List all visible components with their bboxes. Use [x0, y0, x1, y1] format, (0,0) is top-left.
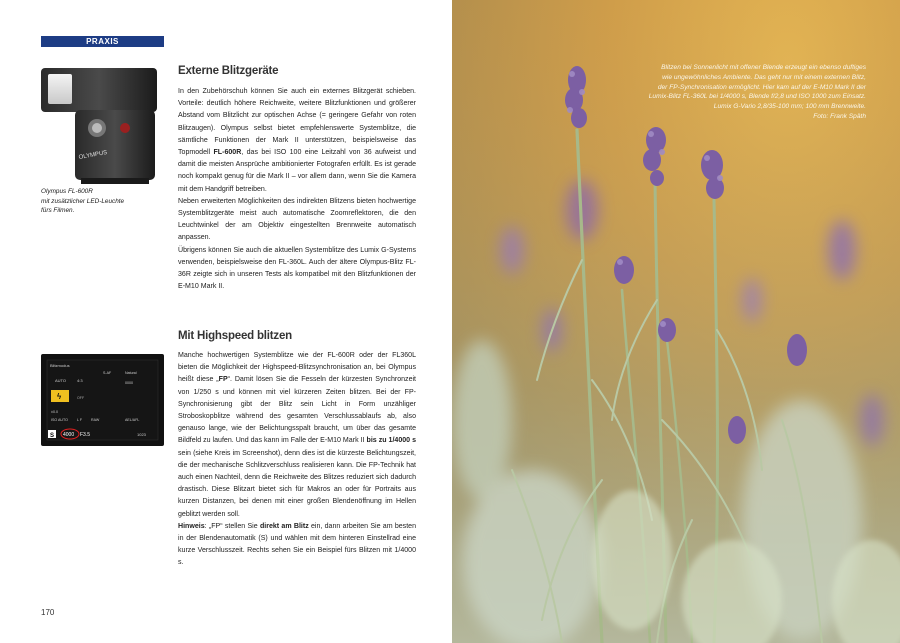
lavender-photo — [452, 0, 900, 643]
screen-title: Blitzmodus — [50, 363, 70, 368]
bold-text: Hinweis — [178, 522, 205, 530]
screen-ratio-label: 4:3 — [77, 378, 83, 383]
bold-text: bis zu 1/4000 s — [366, 437, 416, 445]
photo-caption-line: wie ungewöhnliches Ambiente. Das geht nur mit einem externen Blitz, — [662, 73, 866, 81]
screen-shutter: 4000 — [63, 432, 75, 438]
screen-raw-label: RAW — [91, 418, 100, 422]
screen-wb-label: Natural — [125, 371, 137, 375]
screen-iso-label: ISO AUTO — [51, 418, 68, 422]
text: “. Damit lösen Sie die Fesseln der kürzesten Synchronzeit von 1/250 s und können mit viel kürzeren Zeiten blitzen. Bei der FP-Synchronisierung gibt der Blitz sein Licht in Form unzähliger Stroboskopblitze während des gesamten Verschlussablaufs ab, also genauso lange, wie der Belichtungsspalt braucht, um über das gesamte Bildfeld zu laufen. Und das kann im Falle der E-M10 Mark II — [178, 376, 417, 445]
paragraph: Neben erweiterten Möglichkeiten des indirekten Blitzens bieten hochwertige Systemblitzgeräte meist auch automatische Zoomreflektoren, die den Leuchtwinkel der am Objektiv eingestellten Brennweite automatisch anpassen. — [178, 197, 416, 242]
heading-highspeed: Mit Highspeed blitzen — [178, 330, 292, 342]
flash-caption — [41, 187, 124, 216]
text: , das bei ISO 100 eine Leitzahl von 36 aufweist und damit die meisten Ansprüche ambitionierter Fotografen erfüllt. Es ist gerade noch kompakt genug für die Mark II – vor allem dann, wenn Sie die Kamera mit dem Handgriff betreiben. — [178, 149, 417, 193]
text: sein (siehe Kreis im Screenshot), denn dies ist die kürzeste Belichtungszeit, die der mechanische Schlitzverschluss realisieren kann. Die FP-Technik hat auch einen Nachteil, denn die Reichweite des Blitzes reduziert sich dadurch drastisch. Diese Blitzart bietet sich für Makros an oder für Portraits aus kurzen Distanzen, bei denen mit einer großen Blendenöffnung im Hellen geblitzt werden soll. — [178, 449, 416, 518]
lightning-icon: ϟ — [57, 392, 62, 401]
paragraph — [178, 86, 416, 196]
paragraph — [178, 350, 416, 521]
screen-num-label: 0000 — [125, 381, 133, 385]
flash-unit-image — [41, 66, 163, 186]
text: ein, dann arbeiten Sie am besten in der Blendenautomatik (S) und wählen mit dem hinteren Einstellrad eine kurze Verschlusszeit. Rechts sehen Sie ein Beispiel fürs Blitzen mit 1/4000 s. — [178, 522, 416, 567]
text: Manche hochwertigen Systemblitze wie der FL-600R oder der FL360L bieten die Möglichkeit der Highspeed-Blitzsynchronisation an, bei Olympus heißt diese „ — [178, 352, 416, 384]
bold-text: FL-600R — [213, 149, 242, 157]
screen-size-label: L F — [77, 418, 83, 422]
camera-screen-image — [41, 354, 164, 446]
screen-af-label: AEL/AFL — [125, 418, 140, 422]
flash-brand-label: OLYMPUS — [78, 150, 108, 161]
flash-caption-line: Olympus FL-600R — [41, 188, 93, 195]
screen-ev-label: ±0.0 — [51, 410, 58, 414]
photo-caption-line: Lumix-Blitz FL-360L bei 1/4000 s, Blende f/2,8 und ISO 1000 zum Einsatz. — [648, 93, 866, 101]
heading-external-flash: Externe Blitzgeräte — [178, 65, 279, 77]
screen-auto-label: AUTO — [55, 378, 67, 383]
photo-caption-line: Lumix G-Vario 2,8/35-100 mm; 100 mm Brennweite. — [713, 103, 866, 111]
screen-sd-label: S-AF — [103, 371, 112, 375]
screen-shots: 1023 — [137, 432, 146, 437]
photo-caption — [566, 63, 866, 122]
body-text-1 — [178, 86, 416, 293]
screen-aperture: F3.5 — [80, 432, 91, 438]
paragraph — [178, 521, 416, 570]
flash-caption-line: fürs Filmen. — [41, 207, 75, 215]
photo-caption-line: der FP-Synchronisation ermöglicht. Hier kam auf der E-M10 Mark II der — [657, 83, 866, 91]
text: In den Zubehörschuh können Sie auch ein externes Blitzgerät schieben. Vorteile: deutlich höhere Reichweite, weitere Blitzfunktionen und größerer Abstand vom Blitzlicht zur optischen Achse (= geringere Gefahr von roten Blitzaugen). Olympus selbst bietet empfehlenswerte Systemblitze, die sämtliche Funktionen der Mark II unterstützen, beispielsweise das Topmodell — [178, 88, 416, 157]
body-text-2 — [178, 350, 416, 570]
photo-caption-line: Foto: Frank Späth — [813, 112, 866, 120]
text: : „FP“ stellen Sie — [204, 522, 260, 530]
paragraph: Übrigens können Sie auch die aktuellen Systemblitze des Lumix G-Systems verwenden, beispielsweise den FL-360L. Auch der ältere Olympus-Blitz FL-36R zeigte sich in unseren Tests als kompatibel mit den Blitzfunktionen der E-M10 Mark II. — [178, 246, 416, 291]
bold-text: direkt am Blitz — [259, 522, 309, 530]
screen-off-label: OFF — [77, 396, 85, 400]
section-label: PRAXIS — [41, 36, 164, 47]
bold-text: FP — [218, 376, 228, 384]
screen-mode: S — [50, 433, 55, 439]
flash-caption-line: mit zusätzlicher LED-Leuchte — [41, 197, 125, 205]
page-number: 170 — [41, 608, 55, 617]
photo-caption-line: Blitzen bei Sonnenlicht mit offener Blende erzeugt ein ebenso duftiges — [661, 64, 866, 71]
